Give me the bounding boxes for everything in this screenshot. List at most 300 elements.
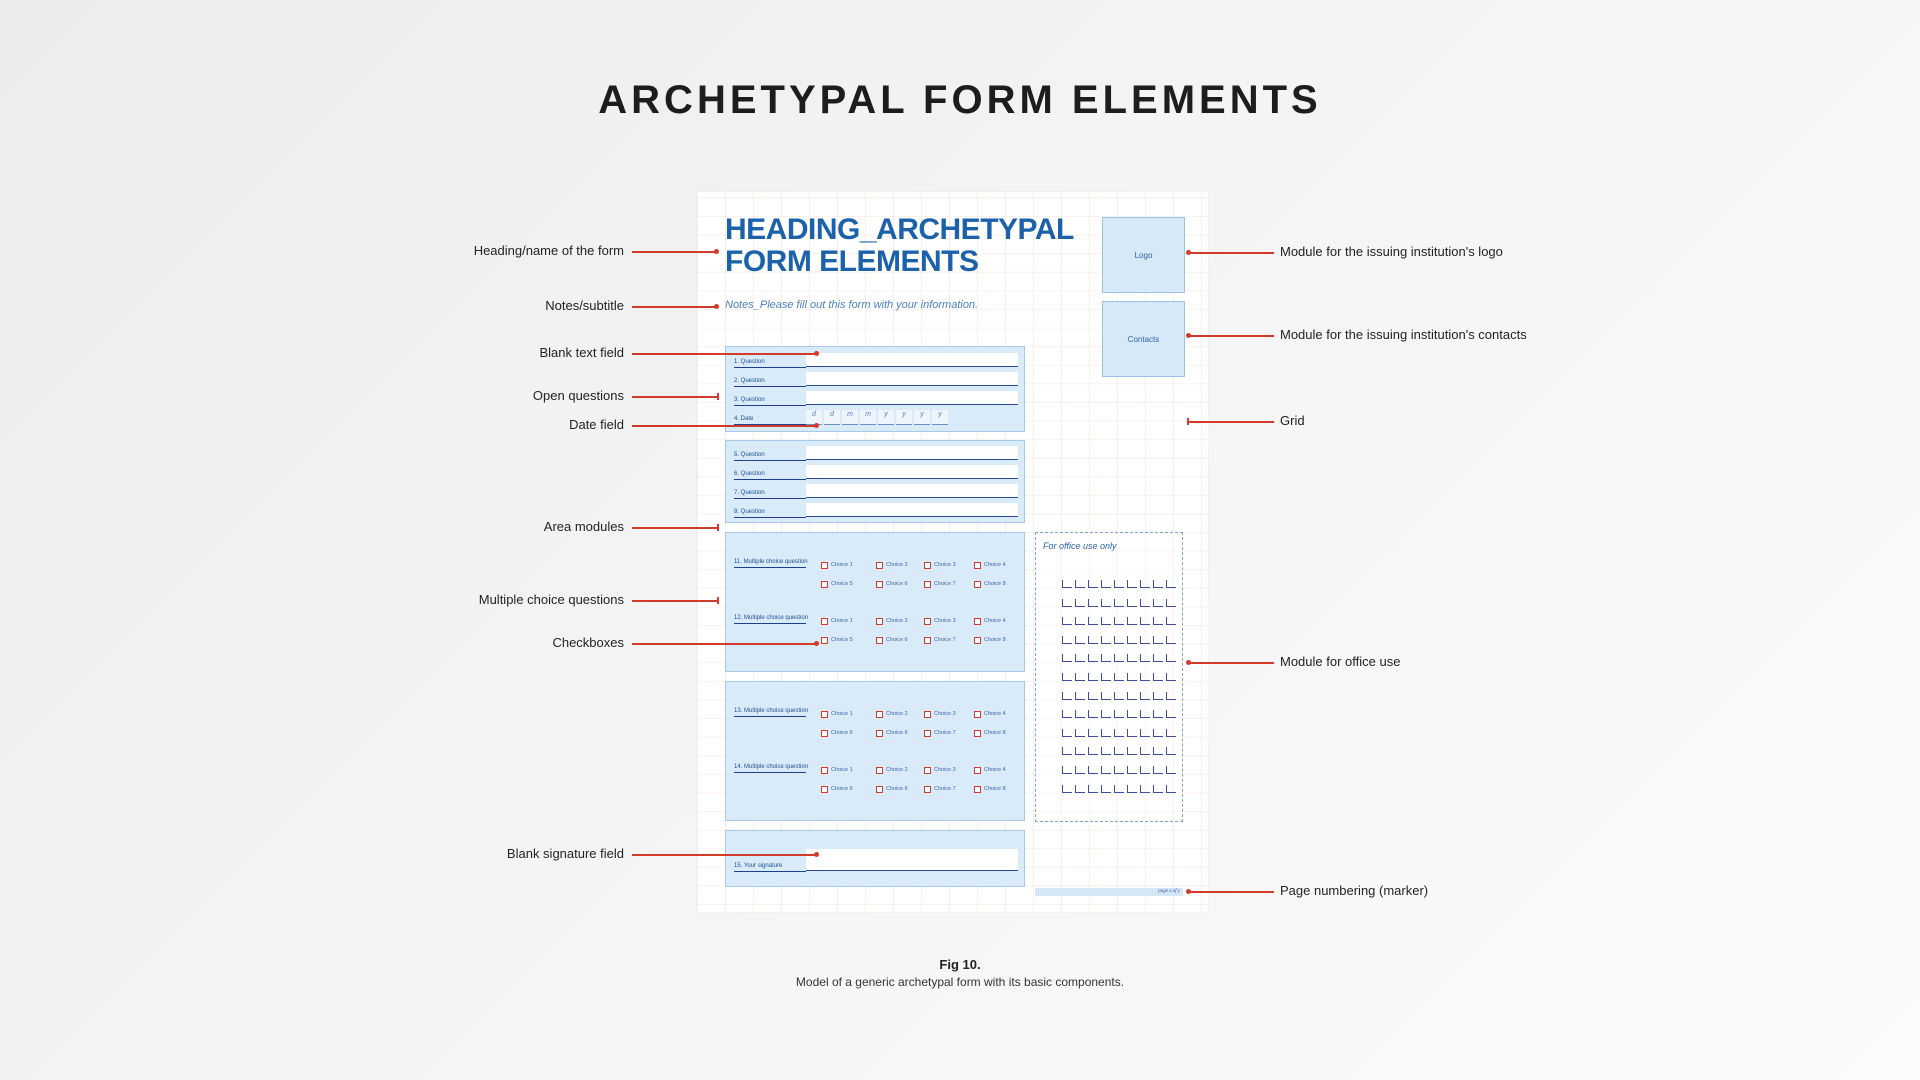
choice-label: Choice 4 [984, 767, 1006, 773]
multiple-choice-question-label: 12. Multiple choice question [734, 615, 809, 621]
choice-option[interactable] [924, 710, 956, 718]
checkbox[interactable] [924, 637, 931, 644]
checkbox[interactable] [924, 618, 931, 625]
choice-label: Choice 5 [831, 730, 853, 736]
question-label: 7. Question [734, 490, 765, 496]
multiple-choice-question-label: 13. Multiple choice question [734, 708, 809, 714]
choice-option[interactable] [876, 617, 908, 625]
choice-label: Choice 6 [886, 730, 908, 736]
choice-label: Choice 7 [934, 786, 956, 792]
office-tick-mark [1153, 785, 1163, 793]
multiple-choice-question-label: 11. Multiple choice question [734, 559, 808, 565]
office-tick-mark [1075, 580, 1085, 588]
office-tick-mark [1088, 636, 1098, 644]
office-tick-mark [1101, 673, 1111, 681]
office-tick-mark [1088, 673, 1098, 681]
choice-option[interactable] [974, 617, 1006, 625]
leader-line [632, 251, 717, 253]
choice-label: Choice 2 [886, 767, 908, 773]
office-tick-mark [1062, 580, 1072, 588]
checkbox[interactable] [974, 581, 981, 588]
checkbox[interactable] [974, 711, 981, 718]
signature-row [734, 849, 1018, 871]
office-tick-mark [1153, 692, 1163, 700]
choice-option[interactable] [876, 636, 908, 644]
choice-option[interactable] [974, 766, 1006, 774]
office-tick-mark [1088, 729, 1098, 737]
office-tick-mark [1062, 747, 1072, 755]
annotation-contacts-module: Module for the issuing institution's contacts [1280, 327, 1527, 342]
office-tick-mark [1101, 692, 1111, 700]
date-slot[interactable]: y [878, 410, 894, 425]
annotation-multiple-choice: Multiple choice questions [478, 592, 624, 607]
office-tick-mark [1101, 785, 1111, 793]
annotation-checkboxes: Checkboxes [552, 635, 624, 650]
office-tick-mark [1153, 747, 1163, 755]
annotation-office-module: Module for office use [1280, 654, 1401, 669]
checkbox[interactable] [876, 711, 883, 718]
leader-dot [1186, 333, 1191, 338]
multiple-choice-question-label: 14. Multiple choice question [734, 764, 809, 770]
figure-caption-title: Fig 10. [939, 957, 981, 972]
office-tick-mark [1075, 617, 1085, 625]
office-tick-mark [1075, 654, 1085, 662]
office-tick-mark [1166, 785, 1176, 793]
office-tick-mark [1062, 654, 1072, 662]
annotation-heading: Heading/name of the form [473, 243, 624, 258]
leader-dot [1186, 660, 1191, 665]
checkbox[interactable] [821, 581, 828, 588]
office-tick-mark [1075, 766, 1085, 774]
form-notes: Notes_Please fill out this form with your information. [725, 299, 979, 311]
choice-label: Choice 1 [831, 767, 853, 773]
office-tick-mark [1140, 673, 1150, 681]
office-tick-mark [1140, 654, 1150, 662]
office-tick-mark [1166, 747, 1176, 755]
office-tick-mark [1127, 729, 1137, 737]
form-heading [725, 213, 1074, 278]
date-slot[interactable]: y [932, 410, 948, 425]
choice-label: Choice 5 [831, 786, 853, 792]
office-tick-mark [1166, 692, 1176, 700]
choice-option[interactable] [974, 710, 1006, 718]
choice-option[interactable] [924, 785, 956, 793]
date-label: 4. Date [734, 416, 754, 422]
leader-line [632, 425, 817, 427]
choice-option[interactable] [924, 636, 956, 644]
question-row [734, 353, 1018, 367]
office-tick-mark [1062, 729, 1072, 737]
office-tick-mark [1101, 580, 1111, 588]
office-tick-mark [1153, 729, 1163, 737]
choice-label: Choice 4 [984, 618, 1006, 624]
office-tick-mark [1166, 766, 1176, 774]
contacts-module: Contacts [1102, 301, 1185, 377]
checkbox[interactable] [924, 711, 931, 718]
leader-line [1188, 252, 1274, 254]
office-tick-mark [1166, 580, 1176, 588]
office-tick-mark [1140, 766, 1150, 774]
office-tick-mark [1101, 766, 1111, 774]
leader-tee [717, 597, 719, 604]
office-tick-mark [1088, 766, 1098, 774]
office-tick-mark [1166, 729, 1176, 737]
question-row [734, 465, 1018, 479]
area-module-signature [725, 830, 1025, 887]
question-row [734, 446, 1018, 460]
area-module-multiple-choice [725, 681, 1025, 821]
leader-line [1188, 662, 1274, 664]
choice-label: Choice 7 [934, 581, 956, 587]
date-slot[interactable]: m [860, 410, 876, 425]
date-row [734, 410, 1018, 424]
office-tick-mark [1153, 617, 1163, 625]
office-tick-mark [1062, 692, 1072, 700]
office-tick-mark [1127, 766, 1137, 774]
area-module-multiple-choice [725, 532, 1025, 672]
office-tick-mark [1127, 617, 1137, 625]
office-tick-mark [1075, 636, 1085, 644]
office-tick-mark [1114, 710, 1124, 718]
date-field[interactable] [806, 410, 958, 424]
choice-option[interactable] [974, 729, 1006, 737]
choice-option[interactable] [821, 561, 853, 569]
office-tick-mark [1140, 617, 1150, 625]
office-tick-mark [1153, 636, 1163, 644]
choice-option[interactable] [876, 766, 908, 774]
leader-line [1188, 335, 1274, 337]
blank-text-field[interactable] [806, 503, 1018, 517]
office-tick-mark [1166, 710, 1176, 718]
annotation-logo-module: Module for the issuing institution's logo [1280, 244, 1503, 259]
office-tick-mark [1166, 636, 1176, 644]
office-tick-mark [1062, 785, 1072, 793]
checkbox[interactable] [974, 730, 981, 737]
checkbox[interactable] [876, 562, 883, 569]
office-tick-mark [1114, 747, 1124, 755]
leader-dot [814, 852, 819, 857]
choice-label: Choice 8 [984, 730, 1006, 736]
choice-option[interactable] [876, 710, 908, 718]
office-tick-mark [1127, 673, 1137, 681]
office-tick-mark [1075, 747, 1085, 755]
choice-label: Choice 2 [886, 618, 908, 624]
question-row [734, 484, 1018, 498]
question-label: 2. Question [734, 378, 765, 384]
office-tick-mark [1166, 617, 1176, 625]
office-tick-mark [1075, 729, 1085, 737]
choice-option[interactable] [876, 785, 908, 793]
question-label: 6. Question [734, 471, 765, 477]
office-use-module [1035, 532, 1183, 822]
blank-signature-field[interactable] [806, 849, 1018, 871]
question-row [734, 503, 1018, 517]
office-tick-mark [1127, 654, 1137, 662]
date-slot[interactable]: d [806, 410, 822, 425]
checkbox[interactable] [876, 786, 883, 793]
office-tick-mark [1101, 617, 1111, 625]
blank-text-field[interactable] [806, 446, 1018, 460]
office-tick-mark [1088, 617, 1098, 625]
checkbox[interactable] [821, 730, 828, 737]
checkbox[interactable] [974, 618, 981, 625]
figure-caption-description: Model of a generic archetypal form with its basic components. [795, 975, 1125, 989]
office-tick-mark [1114, 636, 1124, 644]
page-number-marker: page x of y [1035, 888, 1183, 896]
choice-label: Choice 8 [984, 581, 1006, 587]
choice-option[interactable] [821, 617, 853, 625]
choice-option[interactable] [924, 580, 956, 588]
leader-line [632, 527, 718, 529]
choice-label: Choice 8 [984, 786, 1006, 792]
choice-label: Choice 5 [831, 581, 853, 587]
office-tick-mark [1101, 599, 1111, 607]
choice-label: Choice 4 [984, 711, 1006, 717]
office-tick-mark [1075, 599, 1085, 607]
office-tick-mark [1062, 617, 1072, 625]
office-tick-mark [1075, 710, 1085, 718]
checkbox[interactable] [821, 767, 828, 774]
choice-label: Choice 3 [934, 562, 956, 568]
office-tick-mark [1088, 785, 1098, 793]
leader-tee [717, 524, 719, 531]
office-tick-mark [1101, 747, 1111, 755]
logo-module: Logo [1102, 217, 1185, 293]
checkbox[interactable] [876, 767, 883, 774]
choice-label: Choice 7 [934, 637, 956, 643]
office-tick-mark [1114, 766, 1124, 774]
office-tick-mark [1088, 654, 1098, 662]
leader-dot [714, 304, 719, 309]
office-tick-mark [1153, 673, 1163, 681]
checkbox[interactable] [974, 786, 981, 793]
blank-text-field[interactable] [806, 353, 1018, 367]
office-tick-mark [1140, 580, 1150, 588]
leader-dot [814, 423, 819, 428]
checkbox[interactable] [924, 562, 931, 569]
choice-option[interactable] [924, 729, 956, 737]
checkbox[interactable] [821, 711, 828, 718]
office-tick-mark [1127, 692, 1137, 700]
office-tick-mark [1062, 599, 1072, 607]
question-label: 5. Question [734, 452, 765, 458]
choice-option[interactable] [821, 710, 853, 718]
leader-dot [814, 351, 819, 356]
checkbox[interactable] [821, 637, 828, 644]
office-tick-mark [1153, 580, 1163, 588]
leader-line [632, 600, 718, 602]
office-tick-mark [1062, 710, 1072, 718]
office-tick-mark [1140, 599, 1150, 607]
choice-option[interactable] [821, 766, 853, 774]
office-tick-mark [1075, 692, 1085, 700]
office-tick-mark [1166, 673, 1176, 681]
question-row [734, 372, 1018, 386]
choice-option[interactable] [821, 729, 853, 737]
leader-line [632, 396, 718, 398]
checkbox[interactable] [974, 562, 981, 569]
office-tick-mark [1062, 766, 1072, 774]
office-tick-mark [1166, 654, 1176, 662]
leader-line [1188, 891, 1274, 893]
choice-label: Choice 6 [886, 581, 908, 587]
choice-label: Choice 7 [934, 730, 956, 736]
annotation-area-modules: Area modules [543, 519, 624, 534]
annotation-page-numbering: Page numbering (marker) [1280, 883, 1429, 898]
office-tick-mark [1114, 673, 1124, 681]
leader-line [632, 643, 817, 645]
blank-text-field[interactable] [806, 484, 1018, 498]
office-tick-mark [1140, 729, 1150, 737]
checkbox[interactable] [974, 767, 981, 774]
office-tick-mark [1088, 710, 1098, 718]
choice-option[interactable] [974, 580, 1006, 588]
annotation-open-questions: Open questions [532, 388, 624, 403]
office-tick-mark [1114, 654, 1124, 662]
annotation-date-field: Date field [569, 417, 624, 432]
leader-dot [814, 641, 819, 646]
choice-label: Choice 3 [934, 767, 956, 773]
choice-label: Choice 2 [886, 711, 908, 717]
office-tick-mark [1114, 729, 1124, 737]
leader-tee [717, 393, 719, 400]
choice-option[interactable] [821, 636, 853, 644]
choice-label: Choice 6 [886, 637, 908, 643]
leader-tee [1187, 418, 1189, 425]
office-tick-mark [1114, 599, 1124, 607]
leader-dot [1186, 250, 1191, 255]
leader-line [632, 353, 817, 355]
leader-line [1188, 421, 1274, 423]
office-tick-mark [1114, 692, 1124, 700]
checkbox[interactable] [924, 786, 931, 793]
date-slot[interactable]: d [824, 410, 840, 425]
office-tick-mark [1140, 692, 1150, 700]
choice-option[interactable] [974, 785, 1006, 793]
office-tick-mark [1114, 580, 1124, 588]
office-tick-mark [1153, 654, 1163, 662]
form-sheet [697, 192, 1208, 912]
blank-text-field[interactable] [806, 465, 1018, 479]
checkbox[interactable] [924, 767, 931, 774]
question-label: 3. Question [734, 397, 765, 403]
checkbox[interactable] [876, 581, 883, 588]
choice-label: Choice 6 [886, 786, 908, 792]
office-tick-mark [1127, 747, 1137, 755]
office-tick-mark [1153, 710, 1163, 718]
form-heading-line-2: FORM ELEMENTS [725, 245, 979, 278]
choice-label: Choice 1 [831, 562, 853, 568]
checkbox[interactable] [821, 562, 828, 569]
choice-option[interactable] [924, 561, 956, 569]
office-tick-mark [1140, 636, 1150, 644]
blank-text-field[interactable] [806, 391, 1018, 405]
office-tick-mark [1088, 599, 1098, 607]
choice-label: Choice 3 [934, 618, 956, 624]
choice-option[interactable] [974, 636, 1006, 644]
office-tick-mark [1075, 673, 1085, 681]
office-tick-mark [1140, 747, 1150, 755]
choice-label: Choice 2 [886, 562, 908, 568]
choice-label: Choice 5 [831, 637, 853, 643]
office-tick-mark [1101, 729, 1111, 737]
checkbox[interactable] [924, 581, 931, 588]
leader-dot [1186, 889, 1191, 894]
office-tick-mark [1088, 692, 1098, 700]
choice-option[interactable] [876, 580, 908, 588]
choice-label: Choice 1 [831, 711, 853, 717]
leader-line [632, 854, 817, 856]
question-label: 8. Question [734, 509, 765, 515]
leader-dot [714, 249, 719, 254]
office-tick-mark [1088, 747, 1098, 755]
choice-option[interactable] [821, 580, 853, 588]
signature-label: 15. Your signature [734, 863, 783, 869]
office-tick-mark [1062, 673, 1072, 681]
office-use-title: For office use only [1043, 541, 1117, 551]
annotation-notes: Notes/subtitle [545, 298, 624, 313]
choice-option[interactable] [876, 729, 908, 737]
office-tick-mark [1062, 636, 1072, 644]
office-tick-mark [1127, 710, 1137, 718]
choice-label: Choice 8 [984, 637, 1006, 643]
annotation-signature-field: Blank signature field [506, 846, 624, 861]
annotation-blank-text-field: Blank text field [539, 345, 624, 360]
checkbox[interactable] [821, 786, 828, 793]
choice-option[interactable] [924, 617, 956, 625]
office-tick-mark [1088, 580, 1098, 588]
office-tick-mark [1153, 599, 1163, 607]
choice-label: Choice 1 [831, 618, 853, 624]
checkbox[interactable] [924, 730, 931, 737]
office-tick-mark [1114, 617, 1124, 625]
office-tick-mark [1101, 654, 1111, 662]
date-slot[interactable]: y [914, 410, 930, 425]
checkbox[interactable] [876, 637, 883, 644]
office-tick-mark [1127, 785, 1137, 793]
office-tick-mark [1075, 785, 1085, 793]
checkbox[interactable] [876, 730, 883, 737]
checkbox[interactable] [974, 637, 981, 644]
choice-option[interactable] [876, 561, 908, 569]
choice-option[interactable] [924, 766, 956, 774]
office-tick-mark [1166, 599, 1176, 607]
leader-line [632, 306, 717, 308]
area-module-open-questions [725, 346, 1025, 432]
office-tick-mark [1140, 785, 1150, 793]
choice-option[interactable] [821, 785, 853, 793]
checkbox[interactable] [821, 618, 828, 625]
area-module-questions [725, 440, 1025, 523]
office-tick-mark [1127, 599, 1137, 607]
choice-label: Choice 4 [984, 562, 1006, 568]
checkbox[interactable] [876, 618, 883, 625]
question-row [734, 391, 1018, 405]
office-tick-mark [1127, 580, 1137, 588]
office-tick-mark [1127, 636, 1137, 644]
date-slot[interactable]: m [842, 410, 858, 425]
question-label: 1. Question [734, 359, 765, 365]
office-tick-mark [1140, 710, 1150, 718]
page-title: ARCHETYPAL FORM ELEMENTS [598, 78, 1322, 122]
office-tick-mark [1101, 636, 1111, 644]
choice-option[interactable] [974, 561, 1006, 569]
annotation-grid: Grid [1280, 413, 1305, 428]
date-slot[interactable]: y [896, 410, 912, 425]
office-tick-mark [1101, 710, 1111, 718]
office-tick-mark [1114, 785, 1124, 793]
blank-text-field[interactable] [806, 372, 1018, 386]
